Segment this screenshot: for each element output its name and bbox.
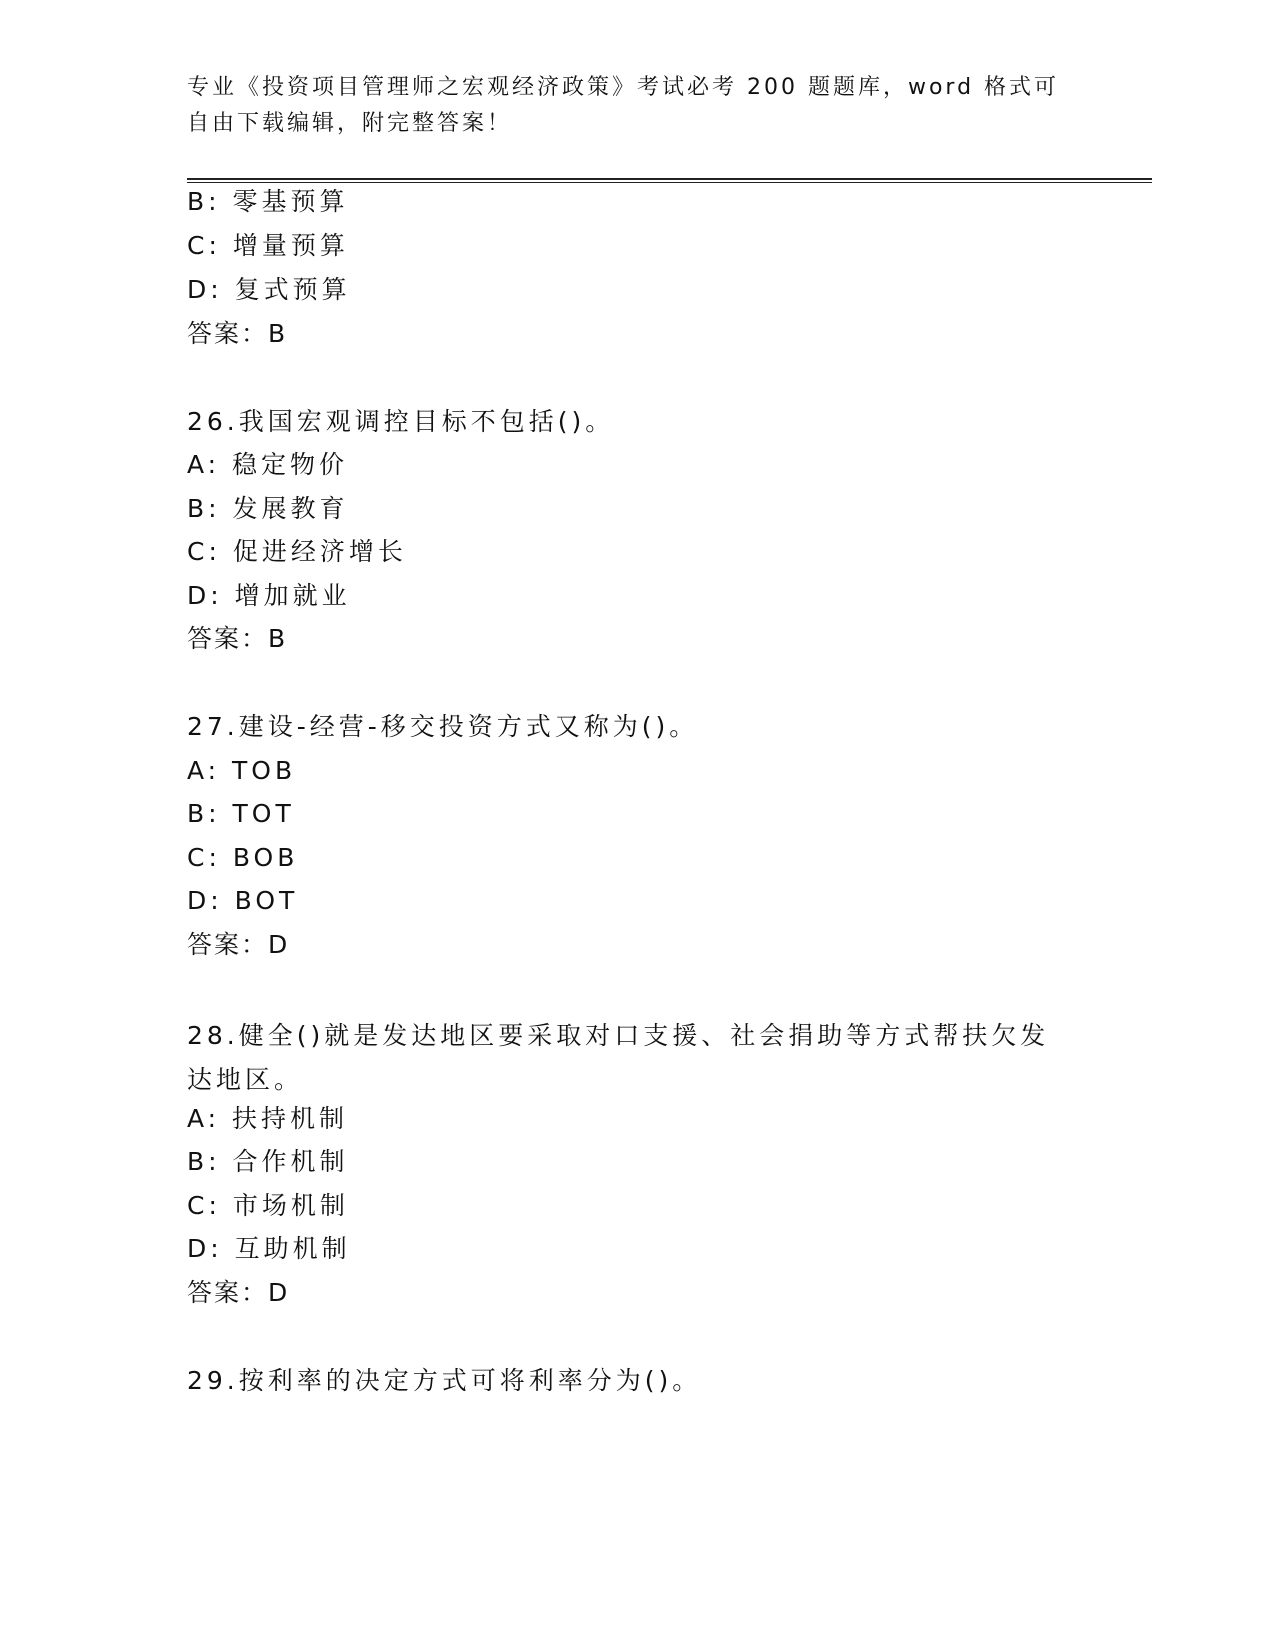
q28-answer: 答案：D (187, 1278, 290, 1307)
q25-answer: 答案：B (187, 319, 288, 348)
q27-option-d: D: BOT (187, 886, 299, 915)
q27-option-a: A: TOB (187, 756, 297, 785)
q28-question: 28.健全()就是发达地区要采取对口支援、社会捐助等方式帮扶欠发达地区。 (187, 1021, 1050, 1094)
q26-question: 26.我国宏观调控目标不包括()。 (187, 407, 615, 436)
q26-option-c: C: 促进经济增长 (187, 537, 407, 566)
q26-answer: 答案：B (187, 624, 288, 653)
q26-option-d: D: 增加就业 (187, 581, 351, 610)
document-header: 专业《投资项目管理师之宏观经济政策》考试必考 200 题题库，word 格式可自由下载编辑，附完整答案！ (187, 75, 1060, 136)
q26-option-b: B: 发展教育 (187, 494, 349, 523)
q28-option-c: C: 市场机制 (187, 1191, 349, 1220)
q29-question: 29.按利率的决定方式可将利率分为()。 (187, 1366, 702, 1395)
q25-option-b: B: 零基预算 (187, 187, 349, 216)
q27-answer: 答案：D (187, 930, 290, 959)
q27-option-b: B: TOT (187, 799, 295, 828)
q28-option-b: B: 合作机制 (187, 1147, 349, 1176)
q25-option-c: C: 增量预算 (187, 231, 349, 260)
q26-option-a: A: 稳定物价 (187, 450, 349, 479)
q25-option-d: D: 复式预算 (187, 275, 351, 304)
header-divider (187, 178, 1152, 183)
q28-option-a: A: 扶持机制 (187, 1104, 349, 1133)
q27-question: 27.建设-经营-移交投资方式又称为()。 (187, 712, 699, 741)
q28-option-d: D: 互助机制 (187, 1234, 351, 1263)
q27-option-c: C: BOB (187, 843, 299, 872)
